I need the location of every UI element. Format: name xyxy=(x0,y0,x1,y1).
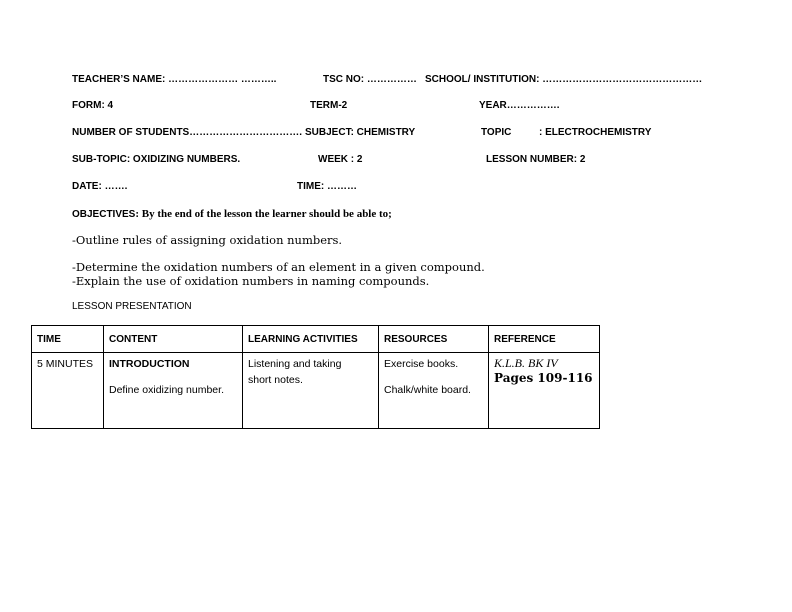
resource-line: Exercise books. xyxy=(384,358,459,370)
content-text: Define oxidizing number. xyxy=(109,384,224,396)
objectives-heading xyxy=(72,208,392,220)
lesson-number-field: LESSON NUMBER: 2 xyxy=(486,154,586,165)
term-field: TERM-2 xyxy=(310,100,348,111)
year-field: YEAR……………. xyxy=(479,100,560,111)
table-row xyxy=(32,353,600,429)
col-header-content: CONTENT xyxy=(104,326,243,353)
lesson-plan-table xyxy=(31,325,600,429)
activity-line: Listening and taking xyxy=(248,358,342,370)
week-field: WEEK : 2 xyxy=(318,154,363,165)
cell-resources xyxy=(379,353,489,429)
subtopic-field: SUB-TOPIC: OXIDIZING NUMBERS. xyxy=(72,154,241,165)
col-header-reference: REFERENCE xyxy=(489,326,600,353)
teacher-name-field: TEACHER’S NAME: ………………… ……….. xyxy=(72,74,277,85)
topic-value: : ELECTROCHEMISTRY xyxy=(539,127,652,138)
lesson-presentation-label: LESSON PRESENTATION xyxy=(72,301,192,312)
subject-field: SUBJECT: CHEMISTRY xyxy=(305,127,416,138)
resource-line: Chalk/white board. xyxy=(384,384,471,396)
activity-line: short notes. xyxy=(248,374,303,386)
topic-label: TOPIC xyxy=(481,127,512,138)
objective-item: -Outline rules of assigning oxidation numbers. xyxy=(72,233,343,247)
objective-item: -Determine the oxidation numbers of an element in a given compound. xyxy=(72,260,485,274)
col-header-time: TIME xyxy=(32,326,104,353)
reference-book: K.L.B. BK IV xyxy=(494,356,558,370)
cell-reference xyxy=(489,353,600,429)
col-header-resources: RESOURCES xyxy=(379,326,489,353)
time-field: TIME: ……… xyxy=(297,181,357,192)
date-field: DATE: ……. xyxy=(72,181,128,192)
objective-item: -Explain the use of oxidation numbers in naming compounds. xyxy=(72,274,430,288)
table-header-row xyxy=(32,326,600,353)
students-field: NUMBER OF STUDENTS……………………………. xyxy=(72,127,302,138)
col-header-activities: LEARNING ACTIVITIES xyxy=(243,326,379,353)
content-title: INTRODUCTION xyxy=(109,358,190,370)
time-value: 5 MINUTES xyxy=(37,358,94,370)
school-field: SCHOOL/ INSTITUTION: ………………………………………… xyxy=(425,74,703,85)
objectives-intro: : By the end of the lesson the learner should be able to; xyxy=(135,208,392,220)
cell-activities xyxy=(243,353,379,429)
objectives-label: OBJECTIVES xyxy=(72,209,136,220)
tsc-number-field: TSC NO: …………… xyxy=(323,74,417,85)
cell-time xyxy=(32,353,104,429)
cell-content xyxy=(104,353,243,429)
form-field: FORM: 4 xyxy=(72,100,114,111)
reference-pages: Pages 109-116 xyxy=(494,371,593,385)
